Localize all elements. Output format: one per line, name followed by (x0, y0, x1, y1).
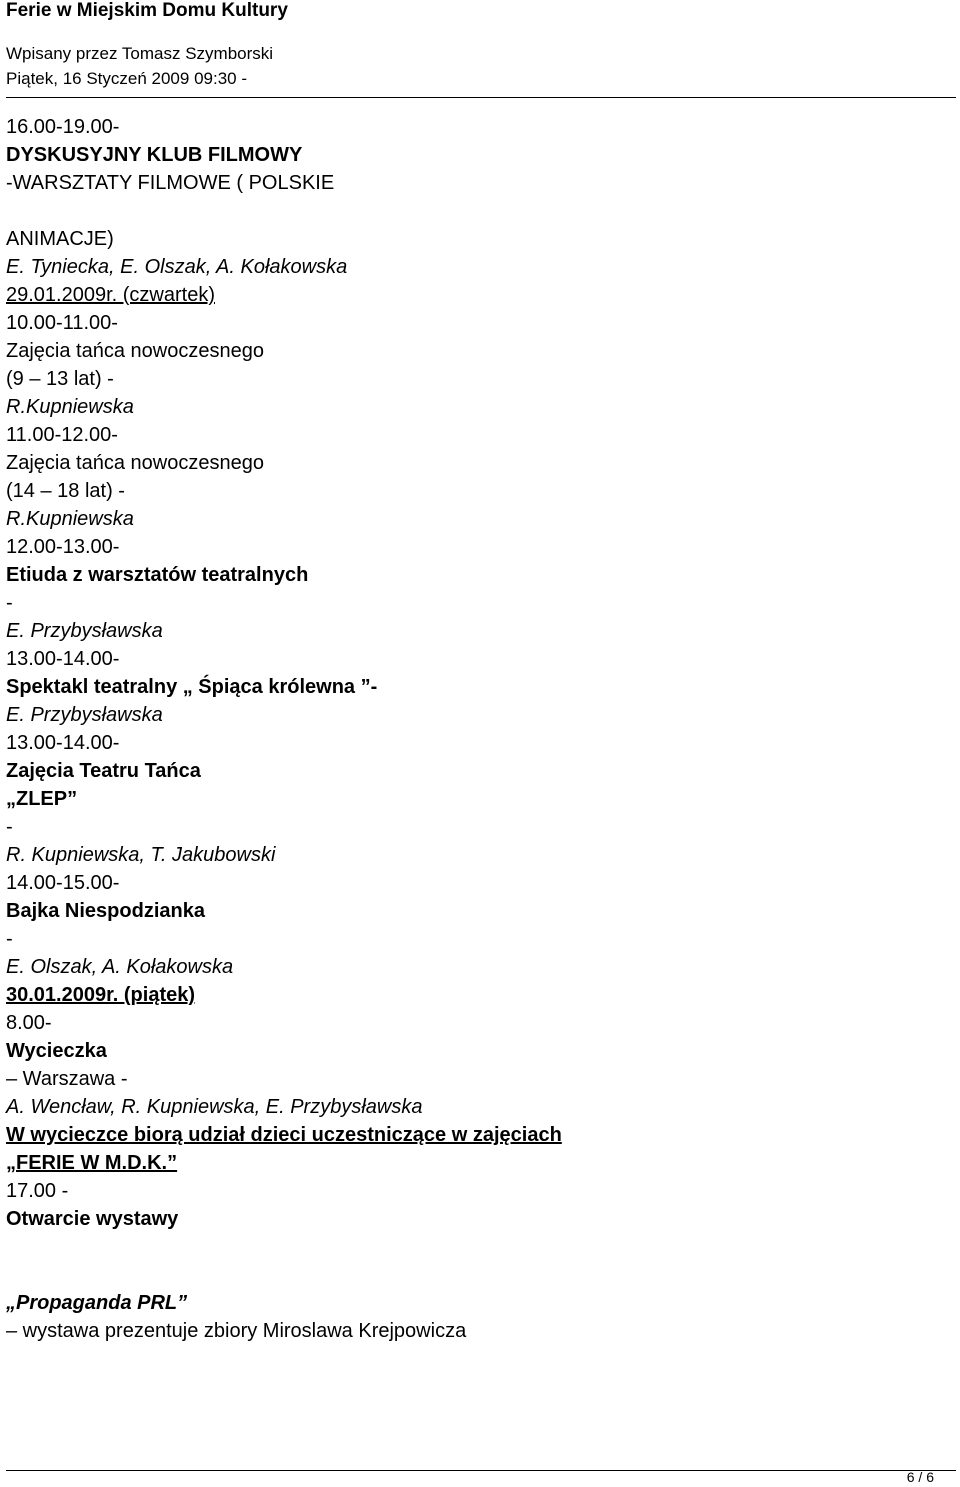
body-line: 30.01.2009r. (piątek) (6, 984, 196, 1006)
body-line: 13.00-14.00- (6, 648, 120, 670)
body-line: 29.01.2009r. (czwartek) (6, 284, 215, 306)
body-line: R.Kupniewska (6, 396, 134, 418)
body-line: Bajka Niespodzianka (6, 900, 205, 922)
body-line: E. Przybysławska (6, 704, 163, 726)
body-line: Zajęcia tańca nowoczesnego (6, 452, 264, 474)
body-line: Etiuda z warsztatów teatralnych (6, 564, 309, 586)
body-line: „ZLEP” (6, 788, 78, 810)
body-line: 14.00-15.00- (6, 872, 120, 894)
author-line: Wpisany przez Tomasz Szymborski (6, 44, 274, 63)
body-line: Wycieczka (6, 1040, 107, 1062)
page-number: 6 / 6 (906, 1469, 934, 1485)
body-line: 11.00-12.00- (6, 424, 118, 446)
line-gap (6, 197, 946, 225)
article-body (6, 113, 946, 1345)
body-line: – wystawa prezentuje zbiory Miroslawa Krejpowicza (6, 1320, 467, 1342)
body-line: E. Olszak, A. Kołakowska (6, 956, 234, 978)
footer-divider (6, 1470, 956, 1471)
body-line: -WARSZTATY FILMOWE ( POLSKIE (6, 172, 335, 194)
page-title: Ferie w Miejskim Domu Kultury (6, 0, 288, 21)
body-line: R.Kupniewska (6, 508, 134, 530)
body-line: 13.00-14.00- (6, 732, 120, 754)
date-line: Piątek, 16 Styczeń 2009 09:30 - (6, 69, 247, 88)
body-line: E. Tyniecka, E. Olszak, A. Kołakowska (6, 256, 348, 278)
body-line: A. Wencław, R. Kupniewska, E. Przybysławska (6, 1096, 423, 1118)
body-line: Spektakl teatralny „ Śpiąca królewna ”- (6, 676, 378, 698)
body-line: - (6, 928, 13, 950)
body-line: (14 – 18 lat) - (6, 480, 125, 502)
body-line: - (6, 816, 13, 838)
body-line: Zajęcia Teatru Tańca (6, 760, 201, 782)
body-line: – Warszawa - (6, 1068, 128, 1090)
body-line: Otwarcie wystawy (6, 1208, 179, 1230)
body-line: - (6, 592, 13, 614)
line-gap (6, 1233, 946, 1289)
body-line: 8.00- (6, 1012, 52, 1034)
body-line: Zajęcia tańca nowoczesnego (6, 340, 264, 362)
body-line: E. Przybysławska (6, 620, 163, 642)
body-line: „Propaganda PRL” (6, 1292, 188, 1314)
body-line: (9 – 13 lat) - (6, 368, 114, 390)
header-divider (6, 97, 956, 98)
body-line: 12.00-13.00- (6, 536, 120, 558)
body-line: ANIMACJE) (6, 228, 114, 250)
body-line: W wycieczce biorą udział dzieci uczestniczące w zajęciach (6, 1124, 562, 1146)
body-line: 16.00-19.00- (6, 116, 120, 138)
body-line: 17.00 - (6, 1180, 69, 1202)
body-line: DYSKUSYJNY KLUB FILMOWY (6, 144, 303, 166)
body-line: „FERIE W M.D.K.” (6, 1152, 178, 1174)
body-line: R. Kupniewska, T. Jakubowski (6, 844, 276, 866)
body-line: 10.00-11.00- (6, 312, 118, 334)
